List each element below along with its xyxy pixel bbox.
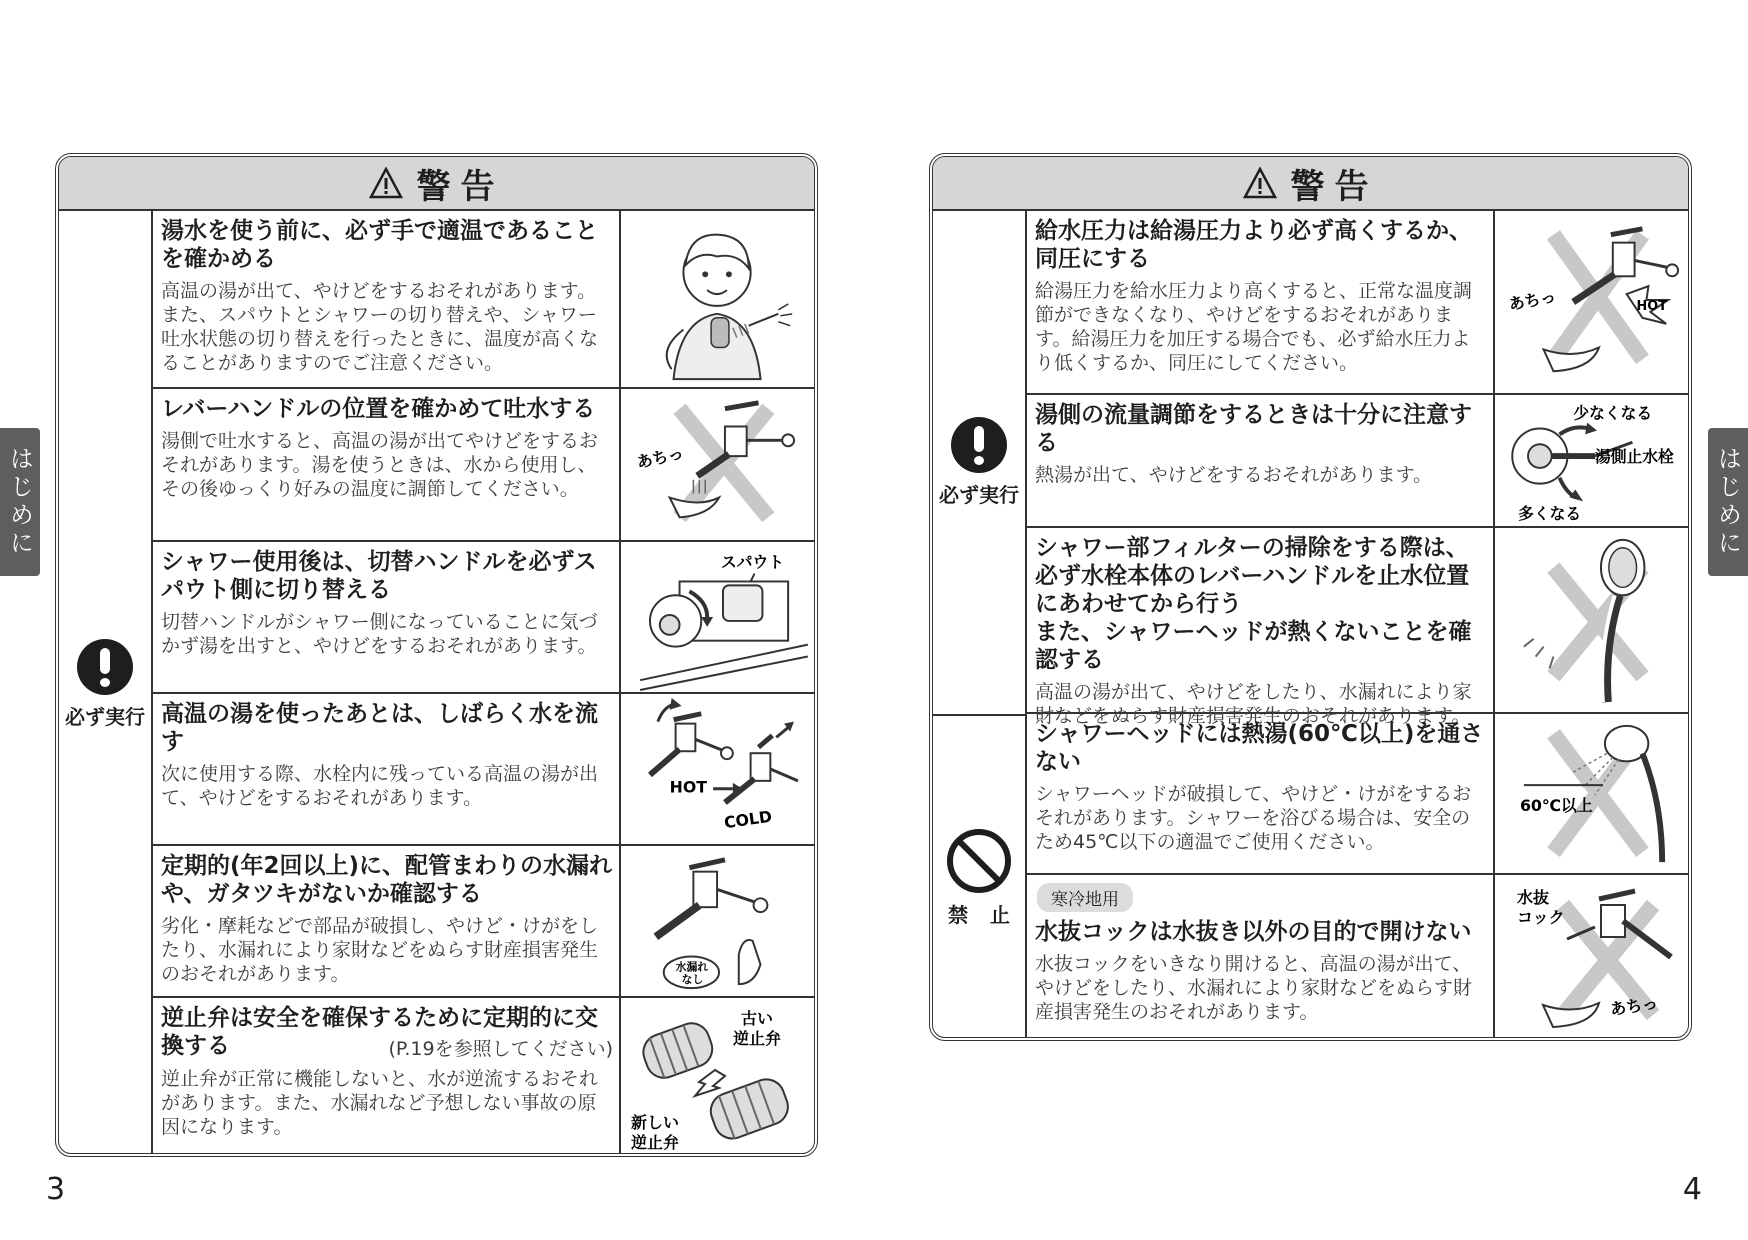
fig-label: 湯側止水栓 (1595, 446, 1674, 466)
category-label: 禁止 (948, 903, 1032, 927)
illustration-drain-cock (1503, 875, 1688, 1041)
panel-header-title: 警告 (416, 166, 505, 207)
illustration-check-valve (629, 998, 814, 1157)
warning-triangle-icon (1243, 166, 1277, 200)
item-title: 高温の湯を使ったあとは、しばらく水を流す (161, 701, 598, 755)
prohibition-icon (947, 829, 1011, 893)
warning-item (153, 846, 814, 998)
item-description: 逆止弁が正常に機能しないと、水が逆流するおそれがあります。また、水漏れなど予想しない事故の原因になります。 (161, 1068, 599, 1138)
fig-label: 水抜 (1517, 888, 1550, 907)
item-title: 湯水を使う前に、必ず手で適温であることを確かめる (161, 218, 598, 272)
mandatory-action-icon (951, 417, 1007, 473)
shower-hot-prohibit-icon (1503, 714, 1688, 873)
side-tab-left: はじめに (0, 428, 40, 576)
item-description: 熱湯が出て、やけどをするおそれがあります。 (1035, 464, 1433, 486)
illustration-shower-filter (1503, 528, 1688, 712)
fig-label: 60℃以上 (1519, 795, 1593, 815)
item-title-sub: また、シャワーヘッドが熱くないことを確認する (1035, 619, 1472, 673)
warning-item (1027, 714, 1688, 875)
shower-head-icon (1503, 528, 1688, 712)
item-title: 逆止弁は安全を確保するために定期的に交換する (161, 1005, 598, 1059)
fig-label: 古い (741, 1009, 774, 1028)
fig-label: あちっ (634, 443, 686, 472)
fig-label: あちっ (1608, 993, 1660, 1019)
faucet-hot-warning-icon (629, 389, 814, 540)
category-column-prohibit (933, 716, 1032, 1041)
page-number-right: 4 (1682, 1172, 1702, 1207)
person-testing-water-icon (629, 211, 814, 387)
item-title: 定期的(年2回以上)に、配管まわりの水漏れや、ガタツキがないか確認する (161, 853, 613, 907)
switch-handle-icon (629, 542, 814, 692)
fig-label: あちっ (1507, 286, 1558, 314)
fig-label: 逆止弁 (631, 1133, 680, 1152)
fig-label: なし (681, 973, 704, 987)
item-description: 次に使用する際、水栓内に残っている高温の湯が出て、やけどをするおそれがあります。 (161, 763, 599, 809)
page-reference: (P.19を参照してください) (388, 1038, 613, 1060)
stop-valve-icon (1503, 395, 1688, 526)
warning-item (153, 542, 814, 694)
fig-label: HOT (669, 777, 708, 797)
panel-header (59, 157, 814, 211)
hot-to-cold-icon (629, 694, 814, 844)
item-title: 給水圧力は給湯圧力より必ず高くするか、同圧にする (1035, 218, 1472, 272)
page-number-left: 3 (46, 1172, 66, 1207)
item-description: 水抜コックをいきなり開けると、高温の湯が出て、やけどをしたり、水漏れにより家財などをぬらす財産損害発生のおそれがあります。 (1035, 953, 1473, 1023)
panel-header (933, 157, 1688, 211)
check-valve-icon (629, 998, 814, 1157)
warning-item (153, 211, 814, 389)
item-title: シャワー部フィルターの掃除をする際は、必ず水栓本体のレバーハンドルを止水位置にあわせてから行う (1035, 535, 1470, 617)
illustration-hand-check (629, 211, 814, 387)
item-description: シャワーヘッドが破損して、やけど・けがをするおそれがあります。シャワーを浴びる場合は、安全のため45℃以下の適温でご使用ください。 (1035, 783, 1472, 853)
fig-label: 新しい (631, 1113, 680, 1132)
leak-check-icon (629, 846, 814, 996)
illustration-flow-adjust (1503, 395, 1688, 526)
item-description: 高温の湯が出て、やけどをするおそれがあります。また、スパウトとシャワーの切り替えや、シャワー吐水状態の切り替えを行ったときに、温度が高くなることがありますのでご注意ください。 (161, 280, 599, 374)
warning-item (1027, 875, 1688, 1041)
illustration-switch-handle (629, 542, 814, 692)
region-badge: 寒冷地用 (1037, 883, 1133, 912)
item-description: 給湯圧力を給水圧力より高くすると、正常な温度調節ができなくなり、やけどをするおそれがあります。給湯圧力を加圧する場合でも、必ず給水圧力より低くするか、同圧にしてください。 (1035, 280, 1473, 374)
category-column (59, 211, 153, 1157)
mandatory-action-icon (77, 639, 133, 695)
panel-header-title: 警告 (1290, 166, 1379, 207)
category-label: 必ず実行 (939, 483, 1019, 507)
item-description: 劣化・摩耗などで部品が破損し、やけど・けがをしたり、水漏れにより家財などをぬらす財産損害発生のおそれがあります。 (161, 915, 599, 985)
warning-item (1027, 211, 1688, 395)
illustration-no-hot-water (1503, 714, 1688, 873)
fig-label: コック (1517, 908, 1565, 927)
fig-label: 水漏れ (675, 960, 709, 974)
warning-triangle-icon (369, 166, 403, 200)
drain-cock-icon (1503, 875, 1688, 1041)
illustration-pressure (1503, 211, 1688, 393)
warning-item (153, 694, 814, 846)
warning-item (1027, 528, 1688, 727)
warning-panel-left (55, 153, 818, 1157)
illustration-leak-check (629, 846, 814, 996)
warning-item (153, 389, 814, 542)
item-title: レバーハンドルの位置を確かめて吐水する (161, 396, 596, 422)
item-description: 湯側で吐水すると、高温の湯が出てやけどをするおそれがあります。湯を使うときは、水から使用し、その後ゆっくり好みの温度に調節してください。 (161, 430, 599, 500)
item-title: 水抜コックは水抜き以外の目的で開けない (1035, 919, 1472, 945)
category-column-must (933, 211, 1027, 714)
item-description: 高温の湯が出て、やけどをしたり、水漏れにより家財などをぬらす財産損害発生のおそれがあります。 (1035, 681, 1472, 727)
fig-label: 逆止弁 (733, 1029, 782, 1048)
item-title: シャワーヘッドには熱湯(60℃以上)を通さない (1035, 721, 1484, 775)
illustration-flush-water (629, 694, 814, 844)
warning-item (1027, 395, 1688, 528)
fig-label: HOT (1636, 298, 1667, 314)
item-title: シャワー使用後は、切替ハンドルを必ずスパウト側に切り替える (161, 549, 597, 603)
category-label: 必ず実行 (65, 704, 145, 729)
warning-panel-right (929, 153, 1692, 1041)
illustration-lever-faucet (629, 389, 814, 540)
side-tab-right: はじめに (1708, 428, 1748, 576)
item-title: 湯側の流量調節をするときは十分に注意する (1035, 402, 1472, 456)
pressure-warning-icon (1503, 211, 1688, 393)
item-description: 切替ハンドルがシャワー側になっていることに気づかず湯を出すと、やけどをするおそれがあります。 (161, 611, 598, 657)
fig-label: スパウト (721, 552, 785, 572)
fig-label: 多くなる (1518, 504, 1582, 524)
warning-item (153, 998, 814, 1157)
fig-label: 少なくなる (1573, 403, 1653, 423)
fig-label: COLD (722, 806, 774, 833)
